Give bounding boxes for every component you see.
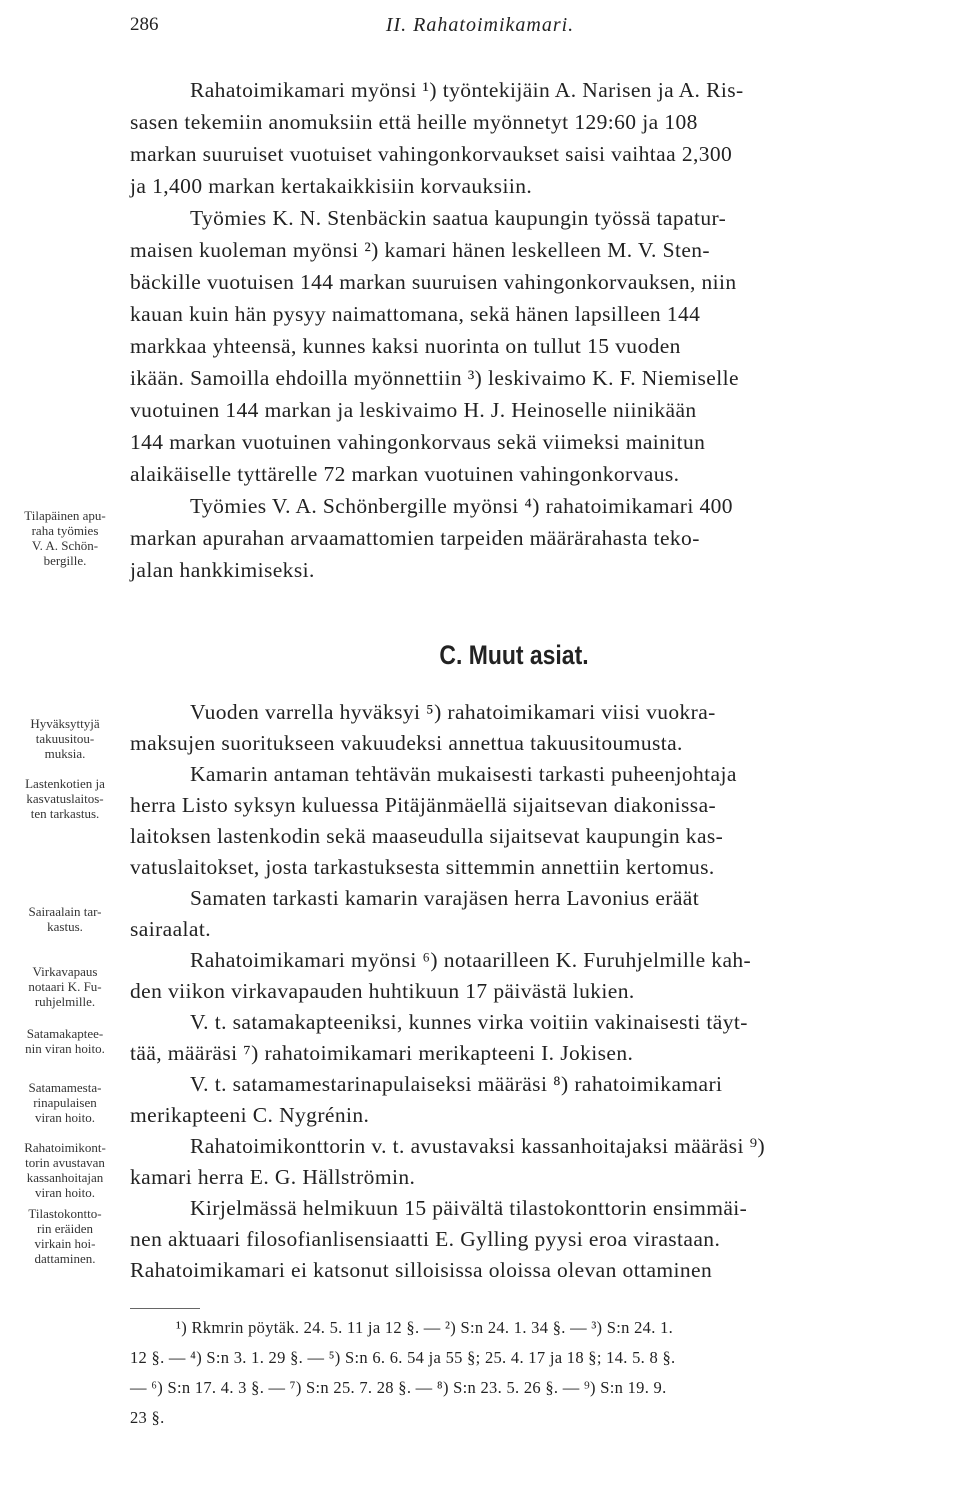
margin-note (6, 776, 124, 821)
body-line: Kamarin antaman tehtävän mukaisesti tarkasti puheenjohtaja (190, 762, 737, 786)
running-title: II. Rahatoimikamari. (385, 14, 575, 36)
margin-note-line: viran hoito. (35, 1110, 95, 1125)
body-line: 144 markan vuotuinen vahingonkorvaus sekä viimeksi mainitun (130, 430, 706, 454)
body-line: Työmies V. A. Schönbergille myönsi ⁴) rahatoimikamari 400 (190, 494, 733, 518)
body-line: Rahatoimikonttorin v. t. avustavaksi kassanhoitajaksi määräsi ⁹) (190, 1134, 766, 1158)
margin-note-line: torin avustavan (25, 1155, 105, 1170)
margin-note-line: notaari K. Fu- (28, 979, 102, 994)
body-line: herra Listo syksyn kuluessa Pitäjänmäellä sijaitsevan diakonissa- (130, 793, 717, 817)
body-line: alaikäiselle tyttärelle 72 markan vuotuinen vahingonkorvaus. (130, 462, 680, 486)
body-line: Vuoden varrella hyväksyi ⁵) rahatoimikamari viisi vuokra- (190, 700, 716, 724)
body-line: markan suuruiset vuotuiset vahingonkorvaukset saisi vaihtaa 2,300 (130, 142, 733, 166)
body-line: kauan kuin hän pysyy naimattomana, sekä hänen lapsilleen 144 (130, 302, 701, 326)
margin-note (6, 1080, 124, 1125)
body-line: vatuslaitokset, josta tarkastuksesta sittemmin annettiin kertomus. (130, 855, 715, 879)
body-line: Työmies K. N. Stenbäckin saatua kaupungin työssä tapatur- (190, 206, 727, 230)
body-line: Rahatoimikamari myönsi ¹) työntekijäin A. Narisen ja A. Ris- (190, 78, 744, 102)
body-line: Kirjelmässä helmikuun 15 päivältä tilastokonttorin ensimmäi- (190, 1196, 748, 1220)
margin-note-line: Satamakaptee- (26, 1026, 104, 1041)
body-line: maksujen suoritukseen vakuudeksi annettua takuusitoumusta. (130, 731, 683, 755)
body-line: sairaalat. (130, 917, 211, 941)
body-line: maisen kuoleman myönsi ²) kamari hänen leskelleen M. V. Sten- (130, 238, 710, 262)
margin-note (6, 716, 124, 761)
margin-note-line: takuusitou- (35, 731, 95, 746)
margin-note (6, 904, 124, 934)
body-line: bäckille vuotuisen 144 markan suuruisen vahingonkorvauksen, niin (130, 270, 737, 294)
margin-note-line: viran hoito. (35, 1185, 95, 1200)
margin-note-line: Virkavapaus (32, 964, 98, 979)
margin-note-line: ruhjelmille. (34, 994, 96, 1009)
margin-note-line: ten tarkastus. (30, 806, 100, 821)
page-number: 286 (130, 14, 159, 35)
body-line: Rahatoimikamari myönsi ⁶) notaarilleen K. Furuhjelmille kah- (190, 948, 752, 972)
body-line: V. t. satamamestarinapulaiseksi määräsi ⁸) rahatoimikamari (190, 1072, 723, 1096)
footnote-line: 12 §. — ⁴) S:n 3. 1. 29 §. — ⁵) S:n 6. 6. 54 ja 55 §; 25. 4. 17 ja 18 §; 14. 5. 8 §. (130, 1348, 676, 1367)
body-line: laitoksen lastenkodin sekä maaseudulla sijaitsevat kaupungin kas- (130, 824, 724, 848)
margin-note-line: V. A. Schön- (31, 538, 99, 553)
body-line: jalan hankkimiseksi. (130, 558, 315, 582)
margin-note-line: bergille. (43, 553, 87, 568)
body-line: nen aktuaari filosofianlisensiaatti E. Gylling pyysi eroa virastaan. (130, 1227, 721, 1251)
margin-note (6, 508, 124, 568)
margin-note-line: Tilastokontto- (28, 1206, 102, 1221)
margin-note-line: kasvatuslaitos- (26, 791, 104, 806)
body-line: tää, määräsi ⁷) rahatoimikamari merikapteeni I. Jokisen. (130, 1041, 634, 1065)
section-heading: C. Muut asiat. (439, 640, 589, 670)
margin-note-line: raha työmies (31, 523, 99, 538)
footnote-divider (130, 1308, 200, 1309)
body-line: markan apurahan arvaamattomien tarpeiden määrärahasta teko- (130, 526, 700, 550)
body-line: markkaa yhteensä, kunnes kaksi nuorinta on tullut 15 vuoden (130, 334, 681, 358)
margin-note-line: Sairaalain tar- (28, 904, 102, 919)
margin-note (6, 964, 124, 1009)
margin-note-line: muksia. (44, 746, 86, 761)
margin-note-line: Rahatoimikont- (24, 1140, 106, 1155)
body-line: V. t. satamakapteeniksi, kunnes virka voitiin vakinaisesti täyt- (190, 1010, 748, 1034)
body-line: vuotuinen 144 markan ja leskivaimo H. J. Heinoselle niinikään (130, 398, 697, 422)
margin-note (6, 1206, 124, 1266)
body-line: Samaten tarkasti kamarin varajäsen herra Lavonius eräät (190, 886, 700, 910)
body-line: kamari herra E. G. Hällströmin. (130, 1165, 416, 1189)
margin-note-line: rinapulaisen (33, 1095, 97, 1110)
margin-note-line: kastus. (47, 919, 83, 934)
body-line: den viikon virkavapauden huhtikuun 17 päivästä lukien. (130, 979, 635, 1003)
margin-note-line: nin viran hoito. (25, 1041, 105, 1056)
margin-note-line: virkain hoi- (34, 1236, 96, 1251)
body-line: sasen tekemiin anomuksiin että heille myönnetyt 129:60 ja 108 (130, 110, 698, 134)
footnote-line: 23 §. (130, 1408, 165, 1427)
body-line: ja 1,400 markan kertakaikkisiin korvauksiin. (130, 174, 533, 198)
margin-note-line: Lastenkotien ja (25, 776, 105, 791)
footnote-line: ¹) Rkmrin pöytäk. 24. 5. 11 ja 12 §. — ²) S:n 24. 1. 34 §. — ³) S:n 24. 1. (176, 1318, 674, 1337)
margin-note-line: kassanhoitajan (26, 1170, 104, 1185)
margin-note-line: rin eräiden (37, 1221, 93, 1236)
margin-note-line: Hyväksyttyjä (30, 716, 100, 731)
margin-note-line: Satamamesta- (28, 1080, 102, 1095)
body-line: merikapteeni C. Nygrénin. (130, 1103, 370, 1127)
footnote-line: — ⁶) S:n 17. 4. 3 §. — ⁷) S:n 25. 7. 28 §. — ⁸) S:n 23. 5. 26 §. — ⁹) S:n 19. 9. (130, 1378, 667, 1397)
margin-note-line: Tilapäinen apu- (24, 508, 106, 523)
margin-note-line: dattaminen. (34, 1251, 96, 1266)
margin-note (6, 1026, 124, 1056)
margin-note (6, 1140, 124, 1200)
body-line: ikään. Samoilla ehdoilla myönnettiin ³) leskivaimo K. F. Niemiselle (130, 366, 739, 390)
body-line: Rahatoimikamari ei katsonut silloisissa oloissa olevan ottaminen (130, 1258, 713, 1282)
